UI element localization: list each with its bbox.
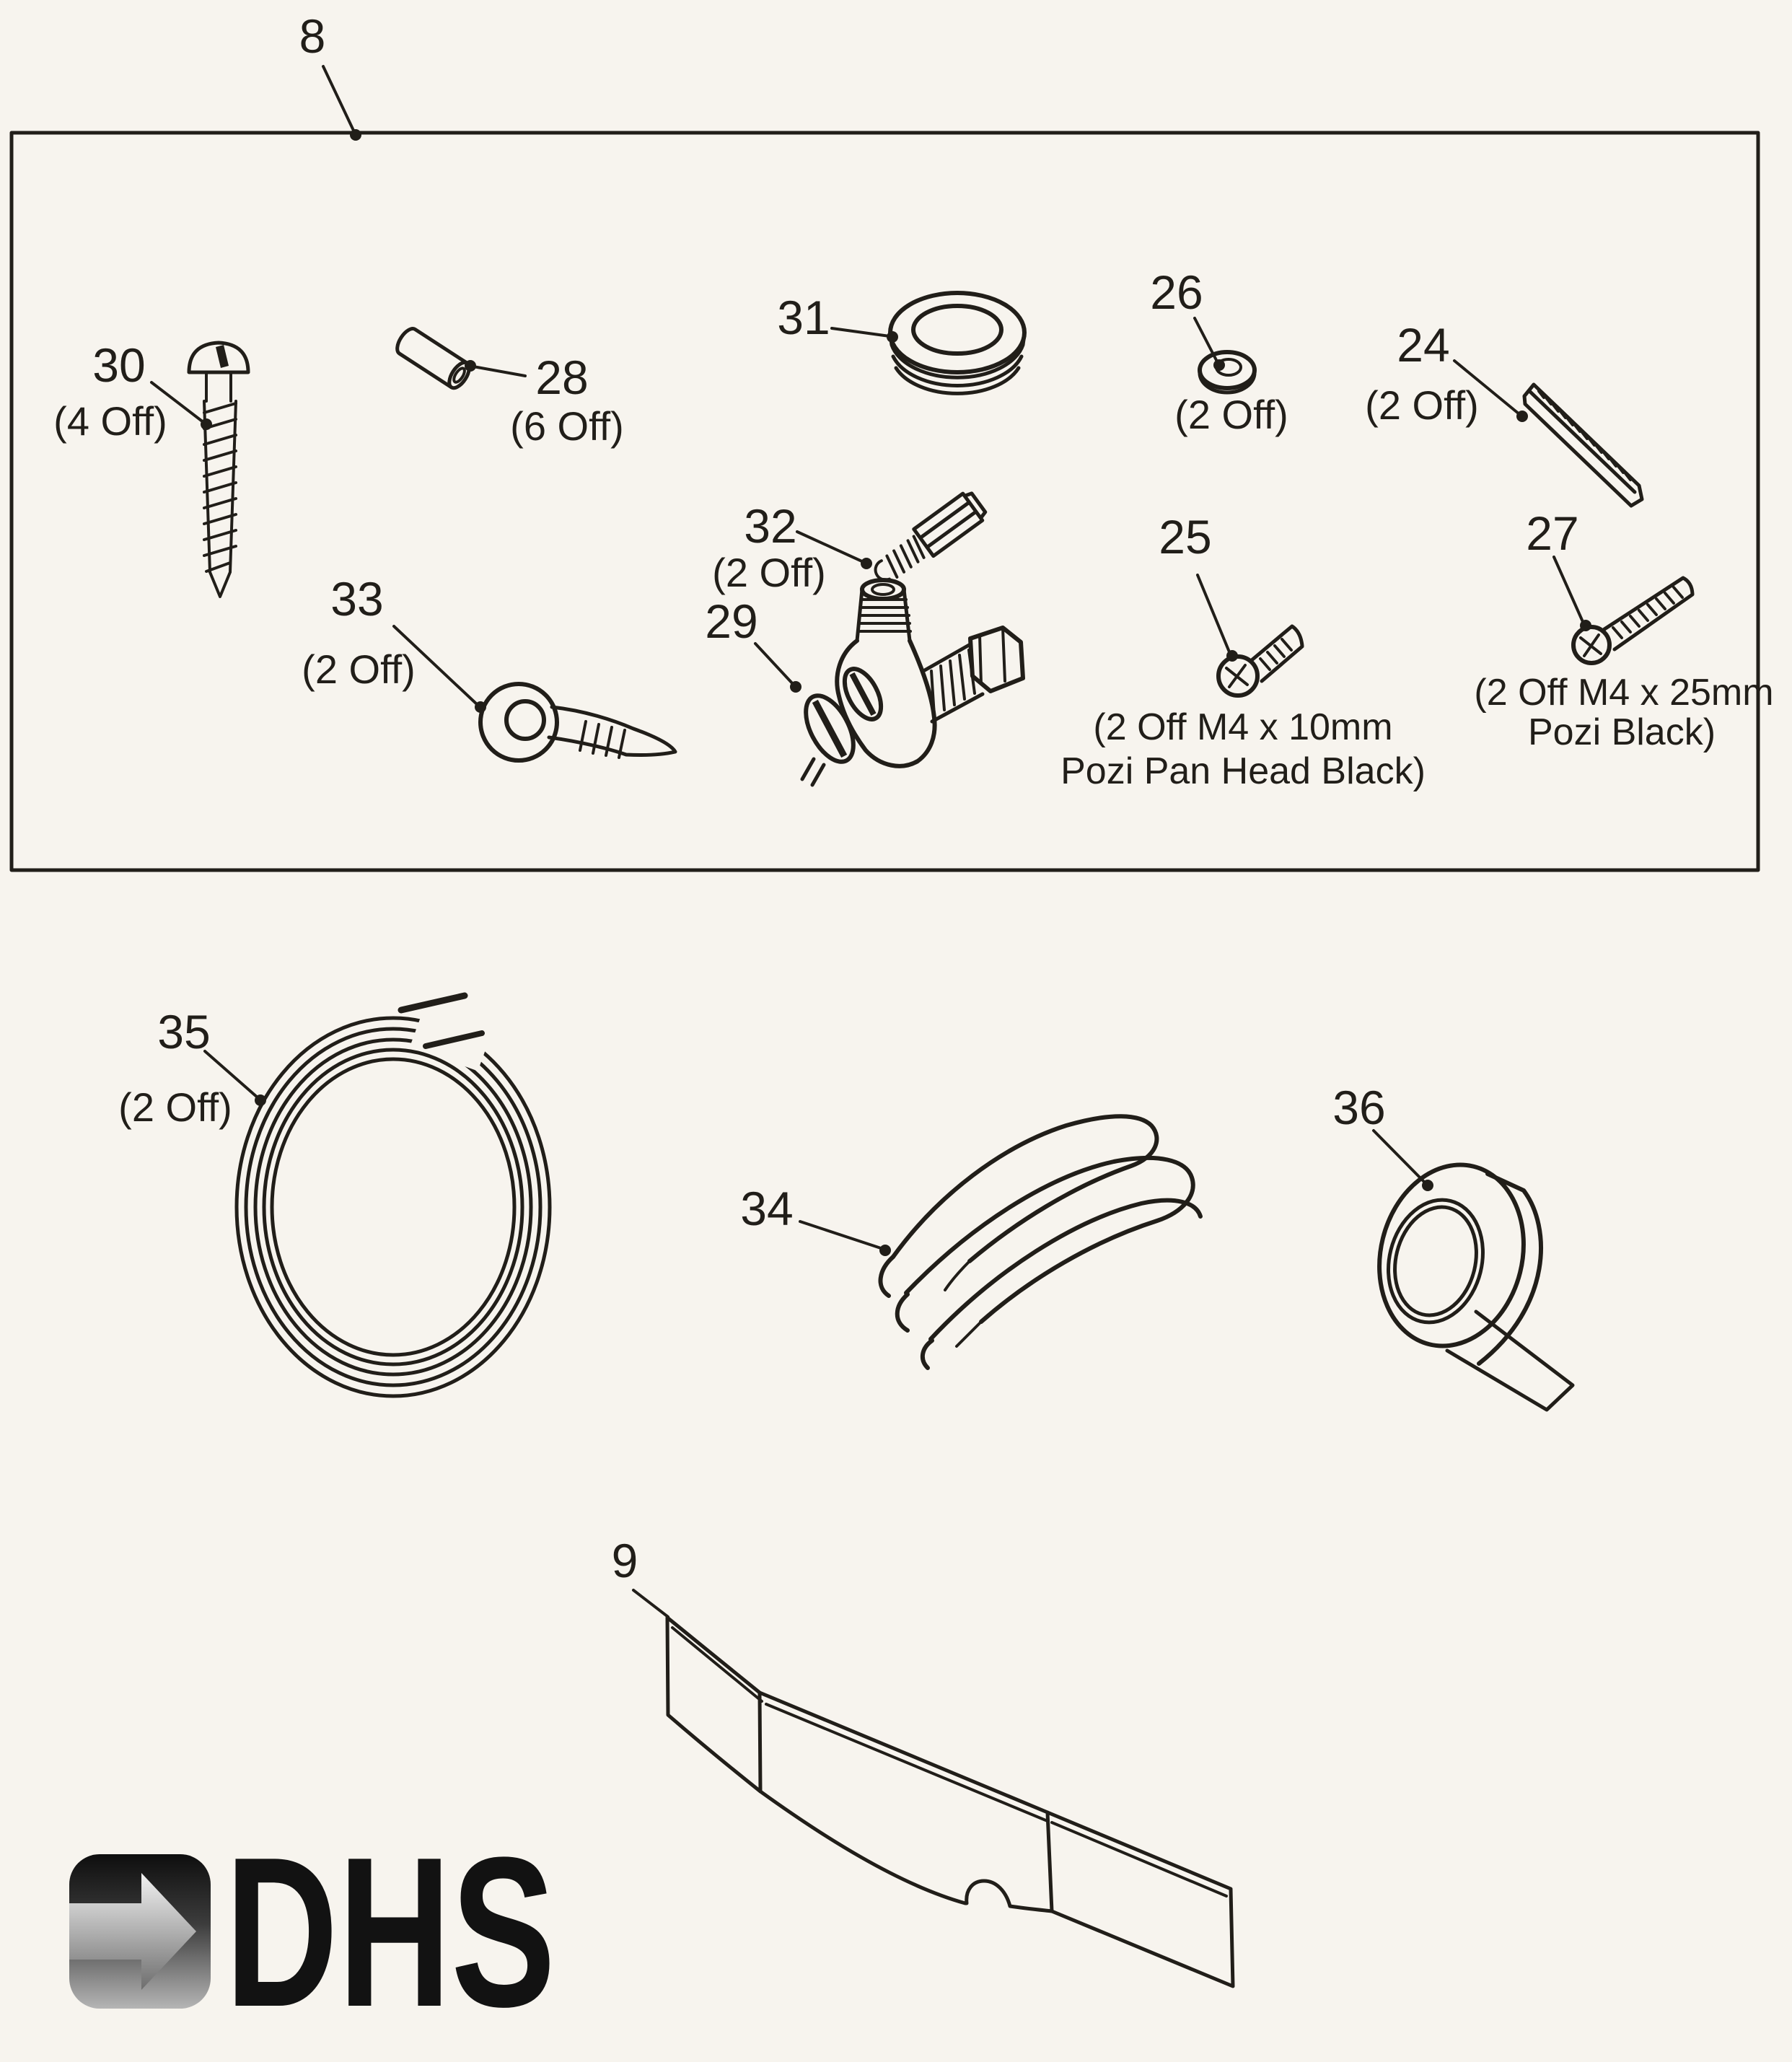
part-27-drawing long-screw-illustration [1554,557,1692,663]
part-30-drawing wood-screw-illustration [151,343,248,597]
eye-ring-inner [506,701,544,739]
tape-roll-depth [1479,1174,1541,1364]
sleeve-body [393,325,473,391]
part-27-spec-line2: Pozi Black) [1527,711,1716,753]
part-26-label: 26 [1150,266,1203,319]
strip-hatching [1539,391,1630,480]
part-30-label: 30 [92,338,146,392]
part-28-qty: (6 Off) [510,403,624,449]
standoff-body [868,489,988,589]
washer-outer [1200,352,1255,388]
part-34-drawing strap-illustration [800,1116,1200,1368]
standoff-hex-body [914,489,988,556]
part-35-qty: (2 Off) [118,1084,232,1130]
part-29-leader-line [755,644,794,685]
part-25-drawing short-screw-illustration [1198,575,1302,696]
part-30-qty: (4 Off) [53,398,167,444]
part-27-leader-line [1554,557,1584,623]
valve-top-port-rim [862,580,904,599]
screw-threads-25 [1260,639,1291,670]
screw-threads-27 [1613,587,1682,638]
kit-box-outline [12,133,1758,870]
part-24-label: 24 [1397,318,1450,372]
coil-strand-1 [237,1018,550,1396]
part-34-leader-line [800,1221,883,1249]
part-8-leader-line [323,66,355,133]
screw-shank-threads [204,372,236,597]
strip-outline [1524,385,1642,506]
part-31-leader-line [832,328,890,336]
part-9-drawing panel-illustration [633,1590,1233,1986]
panel-top-edge-double-line [672,1628,1226,1896]
part-8-leader-dot [350,129,361,141]
part-36-leader-dot [1422,1180,1433,1191]
part-27-label: 27 [1526,506,1579,560]
part-32-label: 32 [744,499,797,553]
part-34-label: 34 [740,1182,794,1235]
sleeve-outline [393,325,467,387]
coil-strand-2 [246,1029,540,1385]
part-32-qty: (2 Off) [712,550,826,595]
valve-right-port-threads [931,650,975,716]
valve-top-port-threads [858,600,910,631]
dhs-logo [69,1812,555,2051]
part-9-label: 9 [611,1534,638,1587]
part-31-drawing grommet-illustration [832,293,1024,393]
coil-strand-4 [264,1050,522,1364]
coil-strand-5 [272,1059,514,1355]
part-25-leader-line [1198,575,1230,654]
part-25-label: 25 [1159,510,1212,563]
part-35-label: 35 [157,1005,211,1058]
screw-shank-27 [1604,578,1692,649]
dhs-logo-text: DHS [225,1812,555,2051]
part-33-label: 33 [330,572,384,626]
part-25-spec-line2: Pozi Pan Head Black) [1060,750,1426,792]
part-32-leader-dot [861,558,872,569]
strap-inner-detail [945,1261,981,1346]
part-9-leader-line [633,1590,668,1617]
part-24-drawing channel-strip-illustration [1454,361,1642,506]
part-29-label: 29 [705,595,758,648]
part-34-leader-dot [879,1245,891,1256]
kit-box-group [12,66,1758,870]
part-27-spec-line1: (2 Off M4 x 25mm [1474,672,1774,714]
part-8-label: 8 [299,9,326,63]
part-26-drawing washer-illustration [1195,318,1255,392]
part-29-drawing valve-illustration [755,580,1023,785]
grommet-ridges [890,334,1024,393]
grommet-inner-ring [913,306,1001,354]
part-25-spec-line1: (2 Off M4 x 10mm [1093,706,1393,748]
pozi-cross-27 [1581,635,1601,656]
valve-spout-lines [802,759,824,785]
part-36-drawing tape-roll-illustration [1361,1131,1573,1410]
coil-strand-3 [255,1040,531,1374]
valve-top-port-bore [872,584,894,595]
part-24-qty: (2 Off) [1365,382,1479,428]
part-33-drawing screw-eye-illustration [394,626,675,760]
part-28-label: 28 [535,351,589,404]
part-26-qty: (2 Off) [1174,392,1288,437]
part-31-label: 31 [777,291,830,344]
pozi-cross-25 [1226,665,1247,687]
strap-band-1 [893,1116,1156,1261]
part-24-leader-dot [1516,411,1528,422]
strap-band-2 [906,1158,1193,1322]
standoff-thread-coils [884,536,928,576]
part-35-drawing coil-ring-illustration [205,988,550,1396]
part-33-qty: (2 Off) [302,646,416,692]
part-36-leader-line [1374,1131,1426,1183]
part-28-leader-line [473,367,525,376]
part-36-label: 36 [1332,1081,1386,1134]
part-29-leader-dot [790,681,801,693]
panel-fold-lines [760,1693,1052,1911]
screw-head-slot [216,345,229,368]
valve-hex-nut [970,628,1023,691]
tape-tail [1447,1312,1573,1410]
panel-outline [667,1618,1233,1986]
part-28-drawing sleeve-illustration [393,325,525,391]
